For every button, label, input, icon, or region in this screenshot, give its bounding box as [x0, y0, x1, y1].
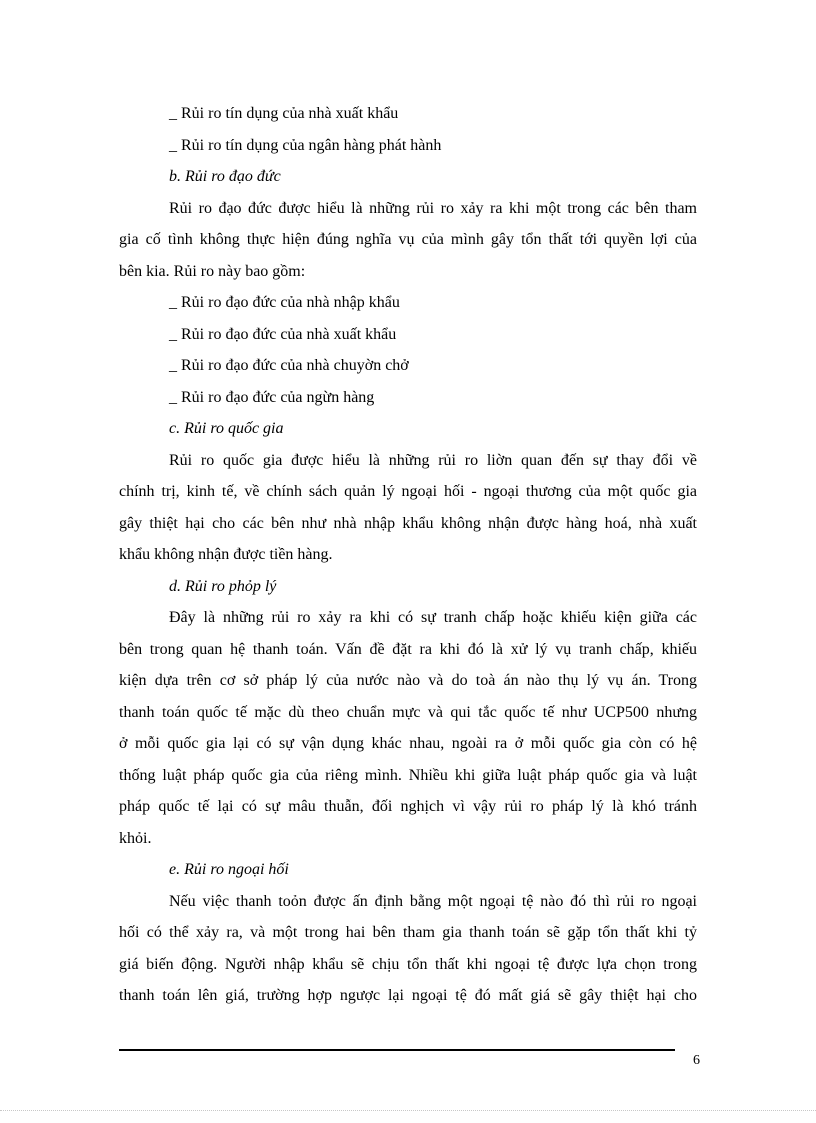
paragraph-line: gây thiệt hại cho các bên như nhà nhập khẩu không nhận được hàng hoá, nhà xuất	[119, 514, 697, 532]
footer-rule	[119, 1049, 675, 1051]
paragraph-line: khẩu không nhận được tiền hàng.	[119, 546, 333, 563]
list-item: _ Rủi ro đạo đức của nhà xuất khẩu	[169, 325, 397, 343]
list-item: _ Rủi ro tín dụng của nhà xuất khẩu	[169, 105, 399, 122]
section-heading: b. Rủi ro đạo đức	[169, 168, 281, 185]
list-item: _ Rủi ro đạo đức của nhà chuyờn chở	[169, 357, 409, 374]
page-edge-divider	[0, 1110, 816, 1111]
section-heading: c. Rủi ro quốc gia	[169, 420, 284, 437]
section-heading: d. Rủi ro phỏp lý	[169, 577, 277, 595]
list-item: _ Rủi ro đạo đức của nhà nhập khẩu	[169, 294, 400, 311]
paragraph-line: Rủi ro đạo đức được hiểu là những rủi ro xảy ra khi một trong các bên tham	[169, 199, 697, 217]
paragraph-line: bên kia. Rủi ro này bao gồm:	[119, 262, 306, 280]
paragraph-line: thanh toán lên giá, trường hợp ngược lại ngoại tệ đó mất giá sẽ gây thiệt hại cho	[119, 987, 697, 1004]
paragraph-line: pháp quốc tế lại có sự mâu thuẫn, đối nghịch vì vậy rủi ro pháp lý là khó tránh	[119, 798, 697, 815]
paragraph-line: ở mỗi quốc gia lại có sự vận dụng khác nhau, ngoài ra ở mỗi quốc gia còn có hệ	[119, 735, 697, 752]
list-item: _ Rủi ro tín dụng của ngân hàng phát hành	[169, 136, 442, 154]
paragraph-line: bên trong quan hệ thanh toán. Vấn đề đặt ra khi đó là xử lý vụ tranh chấp, khiếu	[119, 640, 697, 658]
page-body	[119, 98, 697, 1012]
paragraph-line: khỏi.	[119, 829, 152, 847]
paragraph-line: Rủi ro quốc gia được hiểu là những rủi ro liờn quan đến sự thay đổi về	[169, 451, 697, 469]
paragraph-line: kiện dựa trên cơ sở pháp lý của nước nào và do toà án nào thụ lý vụ án. Trong	[119, 672, 697, 689]
paragraph-line: thống luật pháp quốc gia của riêng mình. Nhiều khi giữa luật pháp quốc gia và luật	[119, 766, 697, 784]
paragraph-line: Nếu việc thanh toỏn được ấn định bằng một ngoại tệ nào đó thì rủi ro ngoại	[169, 892, 697, 910]
page-number: 6	[693, 1053, 700, 1068]
paragraph-line: chính trị, kinh tế, về chính sách quản lý ngoại hối - ngoại thương của một quốc gia	[119, 483, 697, 500]
paragraph-line: giá biến động. Người nhập khẩu sẽ chịu tổn thất khi ngoại tệ được lựa chọn trong	[119, 955, 697, 973]
paragraph-line: Đây là những rủi ro xảy ra khi có sự tranh chấp hoặc khiếu kiện giữa các	[169, 609, 697, 626]
list-item: _ Rủi ro đạo đức của ngừn hàng	[169, 388, 375, 406]
paragraph-line: gia cố tình không thực hiện đúng nghĩa vụ của mình gây tổn thất tới quyền lợi của	[119, 231, 697, 248]
paragraph-line: hối có thể xảy ra, và một trong hai bên tham gia thanh toán sẽ gặp tổn thất khi tỷ	[119, 924, 697, 941]
section-heading: e. Rủi ro ngoại hối	[169, 861, 289, 878]
paragraph-line: thanh toán quốc tế mặc dù theo chuẩn mực và qui tắc quốc tế như UCP500 nhưng	[119, 703, 697, 721]
